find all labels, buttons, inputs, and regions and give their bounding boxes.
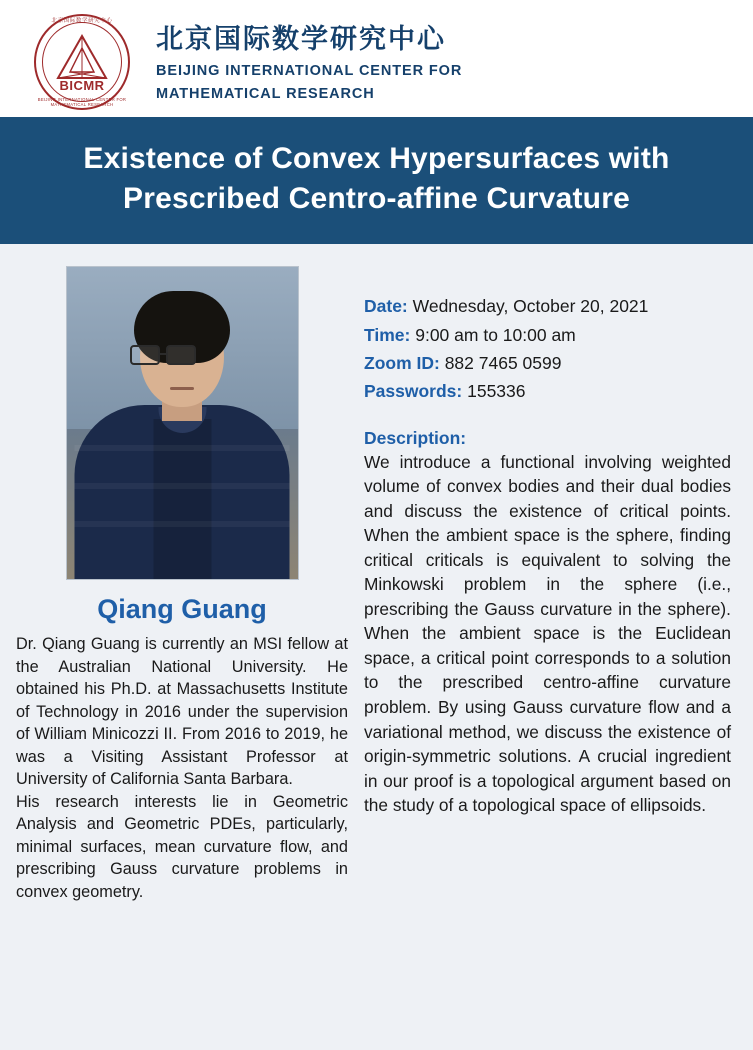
speaker-name: Qiang Guang (97, 594, 267, 625)
photo-jacket-stripe (75, 445, 290, 451)
talk-title-line1: Existence of Convex Hypersurfaces with (83, 142, 670, 175)
photo-glasses-left (130, 345, 160, 365)
photo-glasses-right (166, 345, 196, 365)
speaker-bio (14, 633, 350, 903)
photo-jacket-stripe (75, 521, 290, 527)
logo-acronym: BICMR (59, 78, 105, 93)
date-label: Date: (364, 296, 408, 317)
logo-triangle-icon (56, 34, 108, 80)
logo-arc-bottom-text: BEIJING INTERNATIONAL CENTER FOR MATHEMATICAL RESEARCH (37, 97, 127, 107)
header-title-chinese: 北京国际数学研究中心 (156, 24, 446, 54)
detail-row-zoom-id (364, 349, 731, 377)
details-column (364, 266, 739, 1050)
speaker-photo (66, 266, 299, 580)
password-value: 155336 (467, 381, 526, 402)
poster-header (0, 0, 753, 117)
password-label: Passwords: (364, 381, 463, 402)
speaker-bio-paragraph-1: Dr. Qiang Guang is currently an MSI fellow at the Australian National University. He obtained his Ph.D. at Massachusetts Institute of Technology in 2016 under the supervision of William Minicozzi II. From 2016 to 2019, he was a Visiting Assistant Professor at University of California Santa Barbara. (16, 635, 348, 789)
bicmr-logo (34, 14, 130, 110)
speaker-bio-paragraph-2: His research interests lie in Geometric Analysis and Geometric PDEs, particularly, minimal surfaces, mean curvature flow, and prescribing Gauss curvature problems in convex geometry. (16, 792, 348, 901)
poster-body (0, 244, 753, 1050)
detail-row-time (364, 321, 731, 349)
header-text-block (156, 12, 462, 105)
photo-mouth (170, 387, 194, 390)
talk-title-band (0, 117, 753, 244)
speaker-column (14, 266, 350, 1050)
logo-arc-top-text: 北京国际数学研究中心 (51, 18, 113, 24)
photo-jacket (75, 405, 290, 579)
photo-glasses-bridge (160, 353, 166, 355)
header-title-english-line2: MATHEMATICAL RESEARCH (156, 86, 375, 103)
time-label: Time: (364, 324, 411, 345)
description-body (364, 450, 731, 818)
talk-title-line2: Prescribed Centro-affine Curvature (123, 181, 630, 215)
time-value: 9:00 am to 10:00 am (415, 324, 576, 345)
photo-jacket-stripe (75, 483, 290, 489)
zoom-id-label: Zoom ID: (364, 352, 440, 373)
detail-row-date (364, 292, 731, 320)
date-value: Wednesday, October 20, 2021 (412, 296, 649, 317)
description-heading: Description: (364, 427, 467, 448)
description-text: We introduce a functional involving weighted volume of convex bodies and their dual bodies and discuss the existence of critical points. When the ambient space is the sphere, finding critical criticals is equivalent to solving the Minkowski problem in the sphere (i.e., prescribing the Gauss curvature in the sphere). When the ambient space is the Euclidean space, a critical point corresponds to a solution to the prescribed centro-affine curvature problem. By using Gauss curvature flow and a variational method, we discuss the existence of origin-symmetric solutions. A crucial ingredient in our proof is a topological argument based on the study of a topological space of ellipsoids. (364, 451, 731, 816)
header-title-english-line1: BEIJING INTERNATIONAL CENTER FOR (156, 63, 463, 80)
detail-row-password (364, 377, 731, 405)
zoom-id-value: 882 7465 0599 (444, 352, 562, 373)
